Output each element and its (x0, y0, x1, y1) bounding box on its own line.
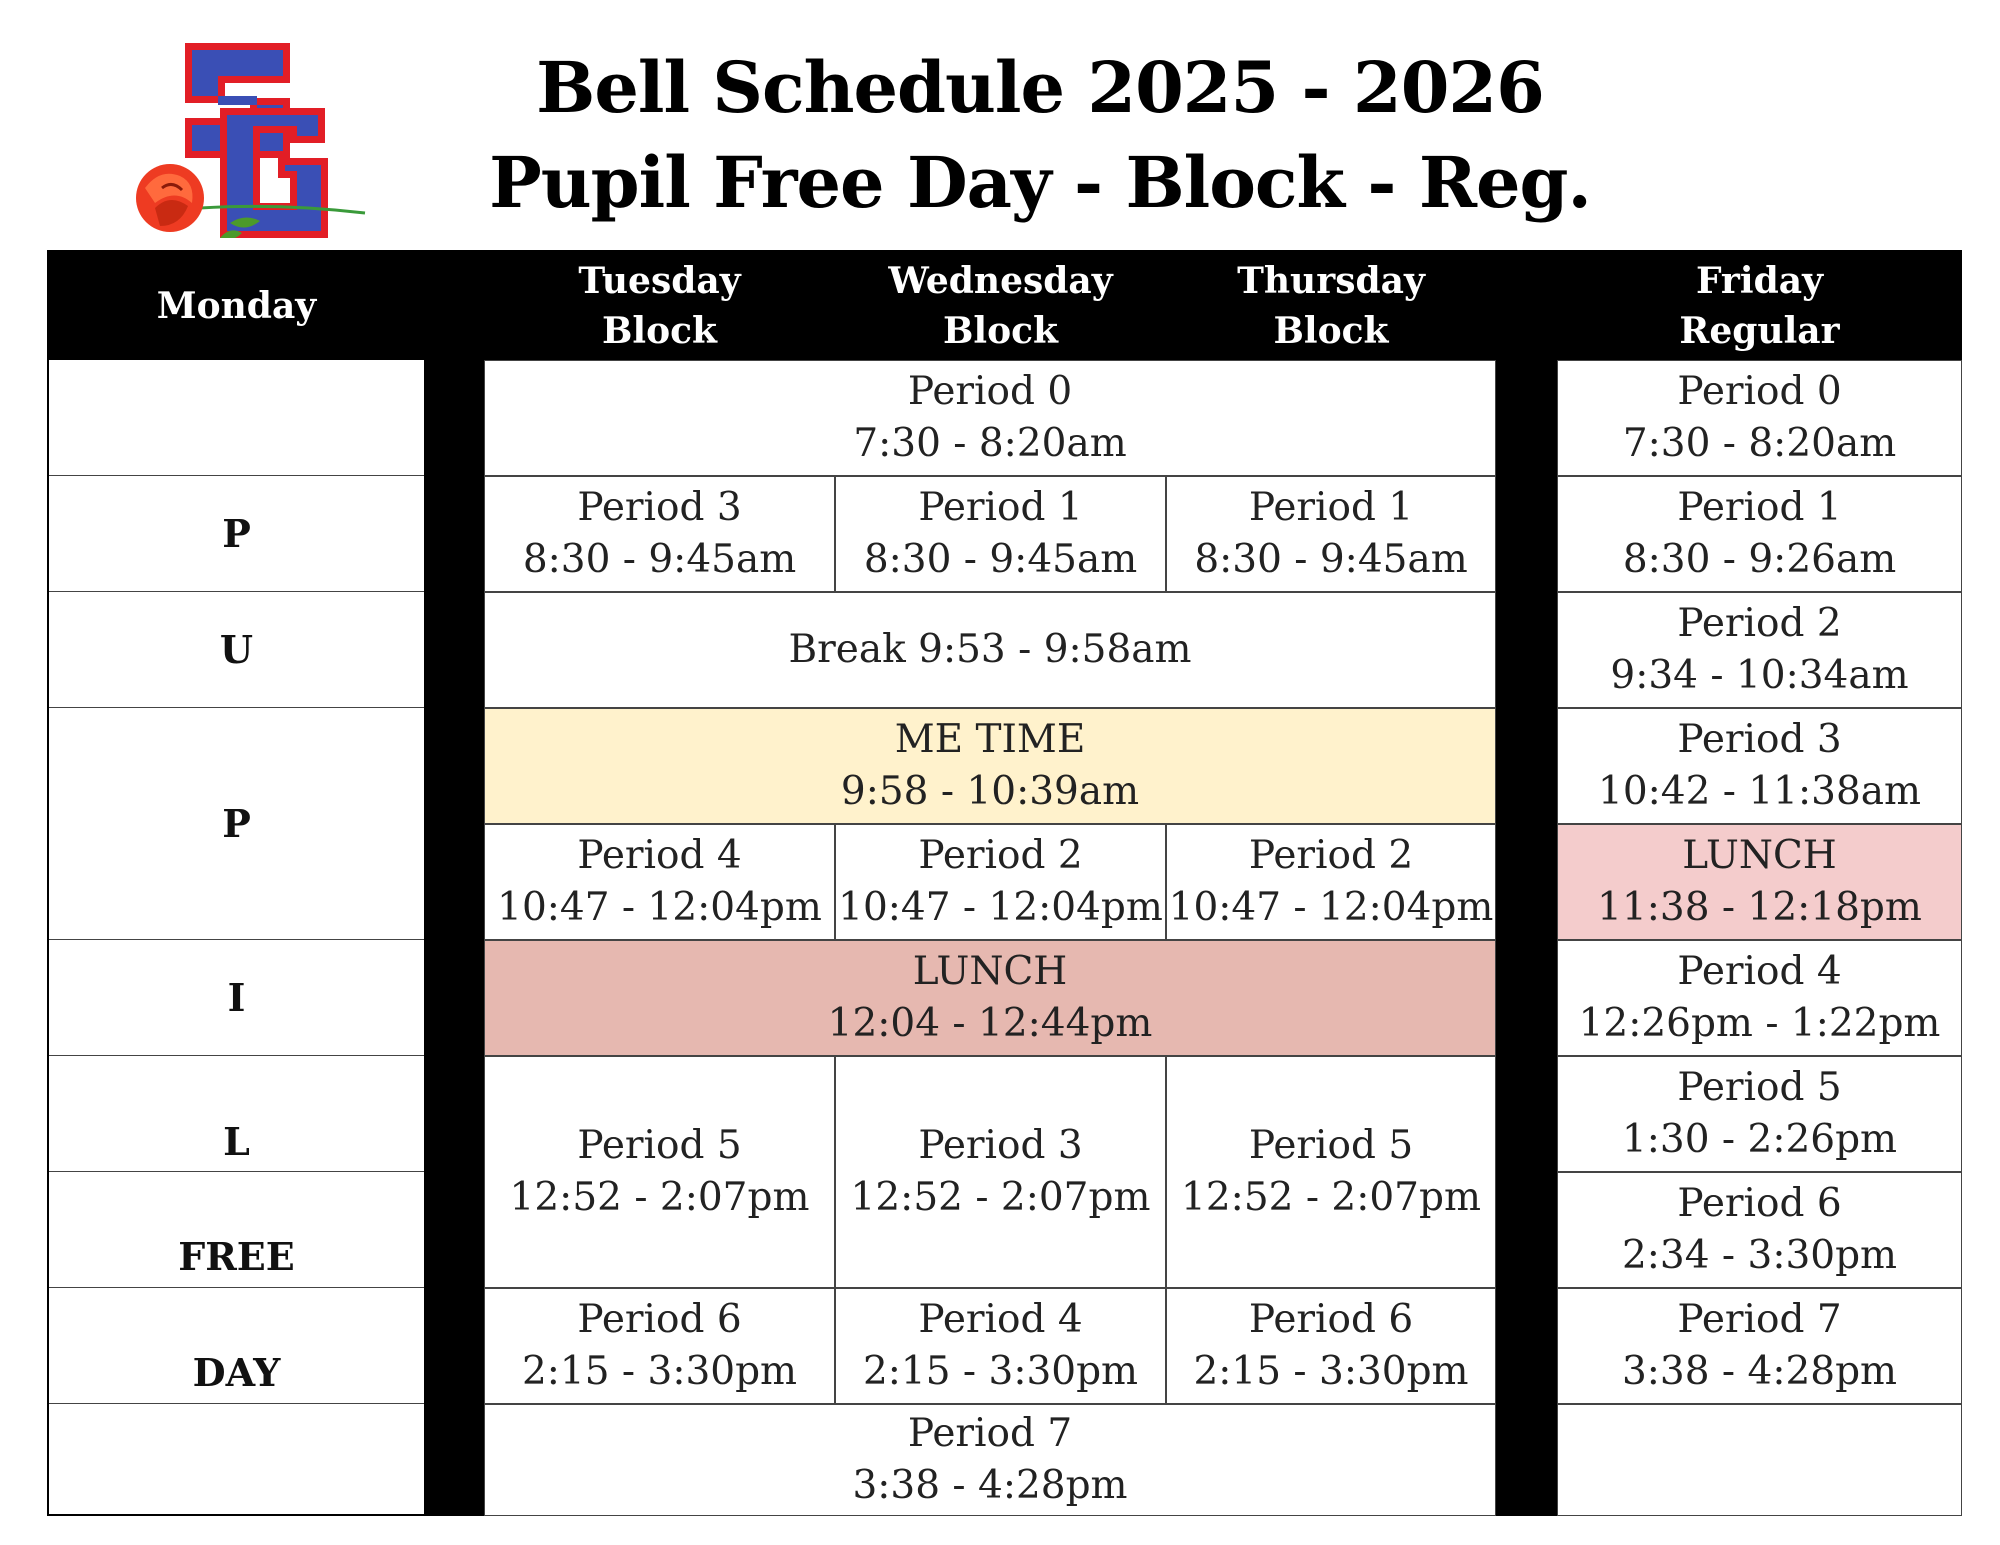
period-label: Period 4 (1677, 949, 1842, 994)
wednesday-period-slot-1 (835, 476, 1166, 592)
lunch-label: LUNCH (1682, 833, 1837, 878)
wednesday-period-slot-3 (835, 1056, 1166, 1288)
monday-letter-text: FREE (178, 1234, 295, 1279)
period-time: 2:34 - 3:30pm (1621, 1233, 1898, 1278)
separator-bar-left (424, 360, 484, 1516)
header-thursday-type: Block (1273, 310, 1389, 352)
me-time-label: ME TIME (894, 717, 1086, 762)
period-time: 12:52 - 2:07pm (1181, 1175, 1481, 1220)
tuesday-period-slot-4 (484, 1288, 835, 1404)
header-thursday (1166, 252, 1496, 360)
header-tuesday-day: Tuesday (578, 260, 741, 302)
header-friday-type: Regular (1679, 310, 1840, 352)
monday-letter (49, 1056, 424, 1172)
wednesday-period-slot-2 (835, 824, 1166, 940)
monday-letter (49, 1288, 424, 1404)
period-time: 9:34 - 10:34am (1610, 653, 1909, 698)
block-me-time (484, 708, 1496, 824)
page-title (440, 40, 1640, 230)
monday-row-empty-top (49, 360, 424, 476)
thursday-period-slot-4 (1166, 1288, 1496, 1404)
period-time: 2:15 - 3:30pm (521, 1349, 798, 1394)
monday-letter-text: DAY (192, 1350, 281, 1395)
period-label: Period 3 (1677, 717, 1842, 762)
lunch-time: 12:04 - 12:44pm (827, 1001, 1153, 1046)
header-wednesday (835, 252, 1166, 360)
block-period-0 (484, 360, 1496, 476)
title-line-2: Pupil Free Day - Block - Reg. (489, 141, 1591, 224)
friday-period-5 (1557, 1056, 1962, 1172)
monday-letter (49, 708, 424, 940)
period-time: 10:47 - 12:04pm (1168, 885, 1494, 930)
separator-bar-right (1496, 360, 1557, 1516)
period-time: 10:47 - 12:04pm (497, 885, 822, 930)
period-time: 3:38 - 4:28pm (852, 1463, 1128, 1508)
friday-row-empty (1557, 1404, 1962, 1516)
me-time-time: 9:58 - 10:39am (840, 769, 1140, 814)
header-wednesday-day: Wednesday (888, 260, 1113, 302)
period-label: Period 3 (918, 1123, 1083, 1168)
header-tuesday-type: Block (602, 310, 717, 352)
period-time: 12:26pm - 1:22pm (1578, 1001, 1941, 1046)
title-line-1: Bell Schedule 2025 - 2026 (536, 46, 1544, 129)
block-period-7 (484, 1404, 1496, 1516)
tuesday-period-slot-3 (484, 1056, 835, 1288)
header-monday (49, 252, 424, 360)
friday-period-7 (1557, 1288, 1962, 1404)
header-tuesday (484, 252, 835, 360)
period-time: 10:42 - 11:38am (1598, 769, 1921, 814)
friday-period-0 (1557, 360, 1962, 476)
period-label: Period 7 (907, 1411, 1073, 1456)
period-time: 1:30 - 2:26pm (1621, 1117, 1898, 1162)
period-time: 2:15 - 3:30pm (1193, 1349, 1469, 1394)
break-text: Break 9:53 - 9:58am (788, 627, 1192, 672)
period-time: 2:15 - 3:30pm (862, 1349, 1139, 1394)
period-label: Period 2 (1248, 833, 1414, 878)
lunch-time: 11:38 - 12:18pm (1597, 885, 1922, 930)
period-time: 12:52 - 2:07pm (509, 1175, 810, 1220)
header-wednesday-type: Block (943, 310, 1058, 352)
monday-letter (49, 940, 424, 1056)
friday-period-3 (1557, 708, 1962, 824)
friday-period-6 (1557, 1172, 1962, 1288)
period-label: Period 0 (1677, 369, 1842, 414)
schedule-table (47, 250, 1962, 1516)
thursday-period-slot-2 (1166, 824, 1496, 940)
period-time: 8:30 - 9:45am (863, 537, 1138, 582)
period-label: Period 5 (1677, 1065, 1842, 1110)
monday-letter (49, 476, 424, 592)
period-time: 8:30 - 9:45am (522, 537, 797, 582)
friday-period-2 (1557, 592, 1962, 708)
period-time: 8:30 - 9:26am (1622, 537, 1897, 582)
period-label: Period 5 (577, 1123, 742, 1168)
period-label: Period 4 (577, 833, 742, 878)
header-friday (1557, 252, 1962, 360)
tuesday-period-slot-1 (484, 476, 835, 592)
thursday-period-slot-1 (1166, 476, 1496, 592)
block-lunch (484, 940, 1496, 1056)
friday-lunch (1557, 824, 1962, 940)
wednesday-period-slot-4 (835, 1288, 1166, 1404)
period-label: Period 4 (918, 1297, 1083, 1342)
monday-letter-text: P (222, 511, 251, 556)
friday-period-1 (1557, 476, 1962, 592)
header-monday-label: Monday (156, 285, 317, 327)
period-label: Period 7 (1677, 1297, 1842, 1342)
period-label: Period 3 (577, 485, 742, 530)
period-label: Period 5 (1248, 1123, 1414, 1168)
period-label: Period 6 (577, 1297, 742, 1342)
period-label: Period 6 (1248, 1297, 1414, 1342)
monday-letter-text: P (222, 801, 251, 846)
period-time: 10:47 - 12:04pm (838, 885, 1163, 930)
period-time: 7:30 - 8:20am (1622, 421, 1897, 466)
period-label: Period 0 (907, 369, 1073, 414)
period-label: Period 2 (918, 833, 1083, 878)
period-label: Period 1 (1677, 485, 1842, 530)
monday-letter-text: I (227, 975, 246, 1020)
period-time: 7:30 - 8:20am (853, 421, 1127, 466)
monday-letter (49, 592, 424, 708)
period-label: Period 2 (1677, 601, 1842, 646)
monday-letter-text: U (219, 627, 254, 672)
monday-letter (49, 1172, 424, 1288)
monday-letter-text: L (223, 1119, 250, 1164)
period-time: 8:30 - 9:45am (1194, 537, 1468, 582)
lunch-label: LUNCH (912, 949, 1068, 994)
period-label: Period 1 (918, 485, 1083, 530)
thursday-period-slot-3 (1166, 1056, 1496, 1288)
tuesday-period-slot-2 (484, 824, 835, 940)
friday-period-4 (1557, 940, 1962, 1056)
monday-row-empty-bottom (49, 1404, 424, 1516)
block-break (484, 592, 1496, 708)
period-time: 12:52 - 2:07pm (850, 1175, 1151, 1220)
period-time: 3:38 - 4:28pm (1621, 1349, 1898, 1394)
period-label: Period 6 (1677, 1181, 1842, 1226)
table-header (49, 252, 1960, 360)
period-label: Period 1 (1248, 485, 1414, 530)
header-thursday-day: Thursday (1237, 260, 1425, 302)
school-logo (100, 38, 370, 238)
header-friday-day: Friday (1696, 260, 1823, 302)
